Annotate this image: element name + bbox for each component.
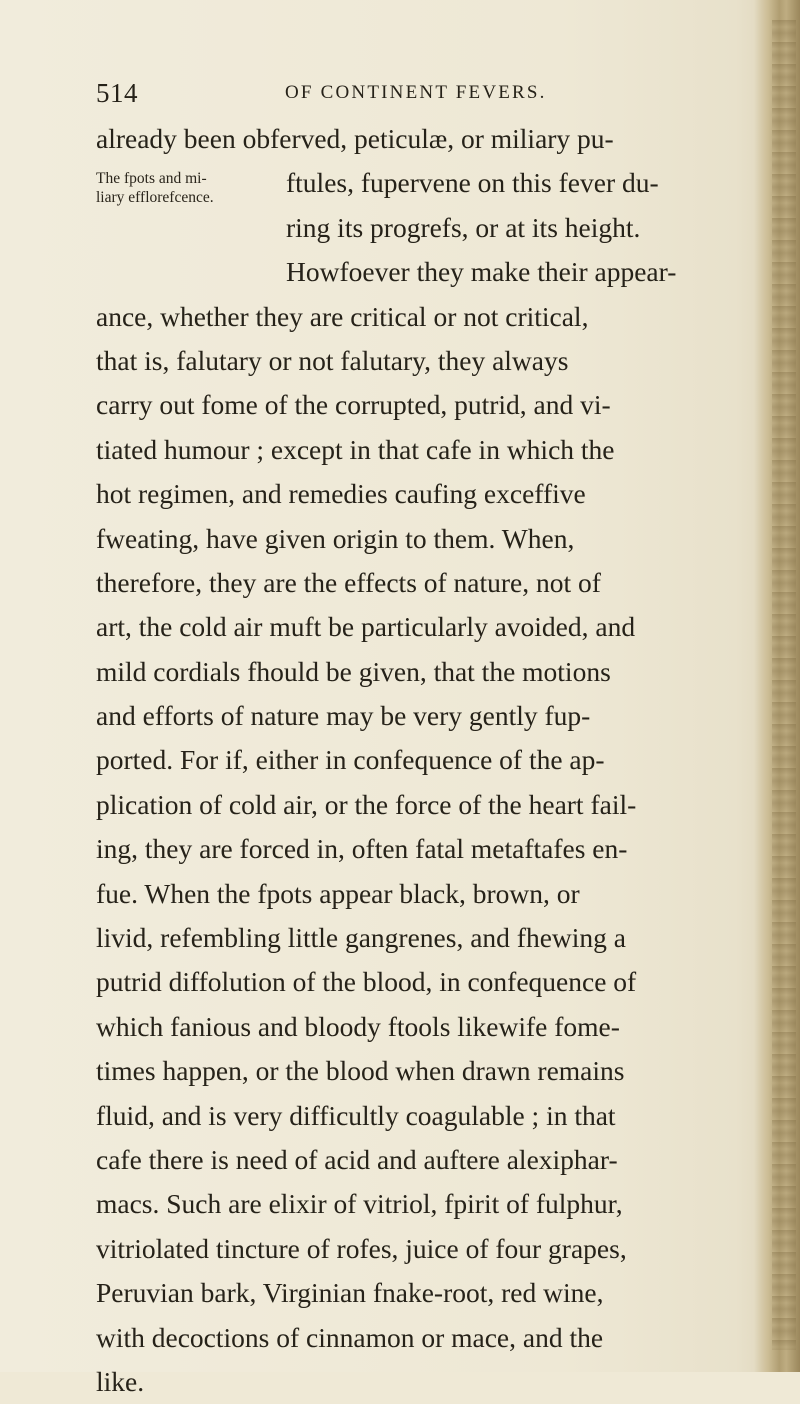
text-line: ance, whether they are critical or not critical,: [96, 300, 589, 332]
text-line: Howfoever they make their appear-: [286, 256, 677, 288]
text-line: already been obferved, peticulæ, or miliary pu-: [96, 123, 614, 154]
text-line: fweating, have given origin to them. When,: [96, 522, 575, 554]
text-line: macs. Such are elixir of vitriol, fpirit of fulphur,: [96, 1188, 623, 1220]
text-line: vitriolated tincture of rofes, juice of four grapes,: [96, 1232, 627, 1264]
text-line: which fanious and bloody ftools likewife fome-: [96, 1010, 620, 1042]
text-line: fue. When the fpots appear black, brown, or: [96, 877, 580, 909]
text-line: like.: [96, 1365, 145, 1397]
text-line: ing, they are forced in, often fatal metaftafes en-: [96, 833, 628, 865]
text-line: ftules, fupervene on this fever du-: [286, 167, 659, 199]
margin-note-line: liary efflorefcence.: [96, 189, 214, 206]
margin-note-line: The fpots and mi-: [96, 170, 207, 187]
text-line: livid, refembling little gangrenes, and fhewing a: [96, 922, 626, 954]
page-edge-foxing: [772, 20, 796, 1350]
text-line: art, the cold air muft be particularly avoided, and: [96, 611, 636, 643]
text-line: Peruvian bark, Virginian fnake-root, red wine,: [96, 1277, 604, 1309]
body-text: [96, 117, 736, 1404]
text-line: and efforts of nature may be very gently fup-: [96, 700, 591, 732]
text-line: tiated humour ; except in that cafe in which the: [96, 433, 615, 465]
text-line: with decoctions of cinnamon or mace, and the: [96, 1321, 604, 1353]
page-header: [96, 78, 706, 112]
text-line: carry out fome of the corrupted, putrid, and vi-: [96, 389, 611, 421]
text-line: mild cordials fhould be given, that the motions: [96, 655, 611, 687]
text-line: cafe there is need of acid and auftere alexiphar-: [96, 1143, 618, 1175]
text-line: that is, falutary or not falutary, they always: [96, 344, 569, 376]
text-line: therefore, they are the effects of nature, not of: [96, 566, 601, 598]
text-line: plication of cold air, or the force of the heart fail-: [96, 788, 637, 820]
running-head: OF CONTINENT FEVERS.: [285, 82, 547, 103]
page-number: 514: [96, 78, 138, 108]
text-line: putrid diffolution of the blood, in confequence of: [96, 966, 637, 998]
text-line: ring its progrefs, or at its height.: [286, 211, 641, 243]
text-line: hot regimen, and remedies caufing exceffive: [96, 478, 586, 510]
text-line: times happen, or the blood when drawn remains: [96, 1055, 625, 1087]
text-line: ported. For if, either in confequence of the ap-: [96, 744, 605, 776]
text-line: fluid, and is very difficultly coagulable ; in that: [96, 1099, 616, 1131]
